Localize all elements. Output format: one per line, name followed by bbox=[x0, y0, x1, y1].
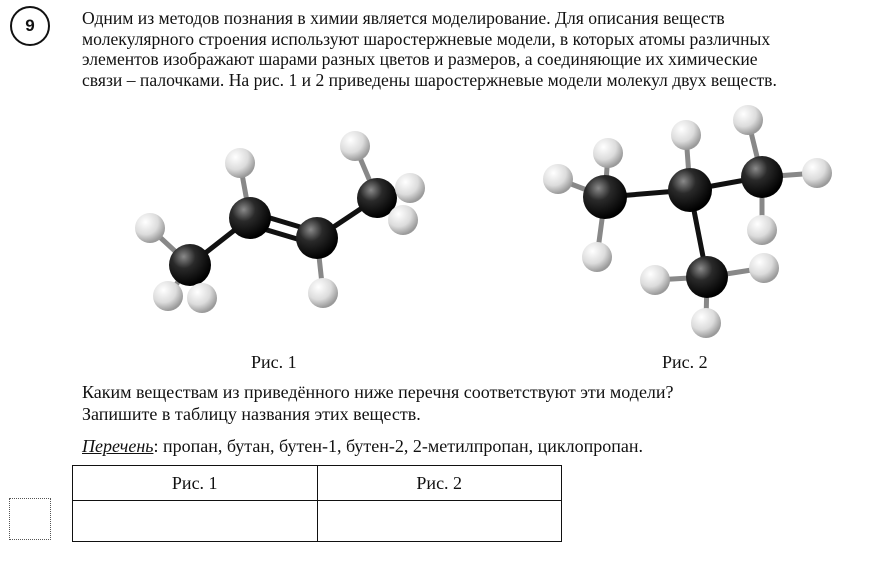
question-number: 9 bbox=[10, 6, 50, 46]
answer-table-header-fig1: Рис. 1 bbox=[73, 466, 318, 501]
intro-line: элементов изображают шарами разных цветов и размеров, а соединяющие их химические bbox=[82, 49, 758, 69]
question-text bbox=[82, 381, 674, 425]
answer-table-answer-row bbox=[73, 501, 562, 542]
question-line: Запишите в таблицу названия этих веществ. bbox=[82, 404, 421, 424]
answer-table-header-row bbox=[73, 466, 562, 501]
answer-cell-fig2[interactable] bbox=[317, 501, 562, 542]
score-box[interactable] bbox=[9, 498, 51, 540]
intro-text bbox=[82, 8, 882, 90]
intro-line: молекулярного строения используют шаростержневые модели, в которых атомы различных bbox=[82, 28, 771, 49]
intro-line: связи – палочками. На рис. 1 и 2 приведены шаростержневые модели молекул двух веществ. bbox=[82, 69, 777, 90]
figure-1-caption: Рис. 1 bbox=[251, 352, 297, 372]
answer-table-header-fig2: Рис. 2 bbox=[317, 466, 562, 501]
list-title: Перечень bbox=[82, 436, 154, 456]
answer-cell-fig1[interactable] bbox=[73, 501, 318, 542]
intro-line: Одним из методов познания в химии является моделирование. Для описания веществ bbox=[82, 8, 725, 28]
substance-list bbox=[82, 436, 643, 457]
question-line: Каким веществам из приведённого ниже перечня соответствуют эти модели? bbox=[82, 382, 674, 402]
molecule-figure-1 bbox=[110, 118, 440, 318]
figure-2-caption: Рис. 2 bbox=[662, 352, 708, 372]
answer-table bbox=[72, 465, 562, 542]
molecule-figure-2 bbox=[530, 95, 850, 345]
list-items: : пропан, бутан, бутен-1, бутен-2, 2-метилпропан, циклопропан. bbox=[153, 436, 644, 456]
